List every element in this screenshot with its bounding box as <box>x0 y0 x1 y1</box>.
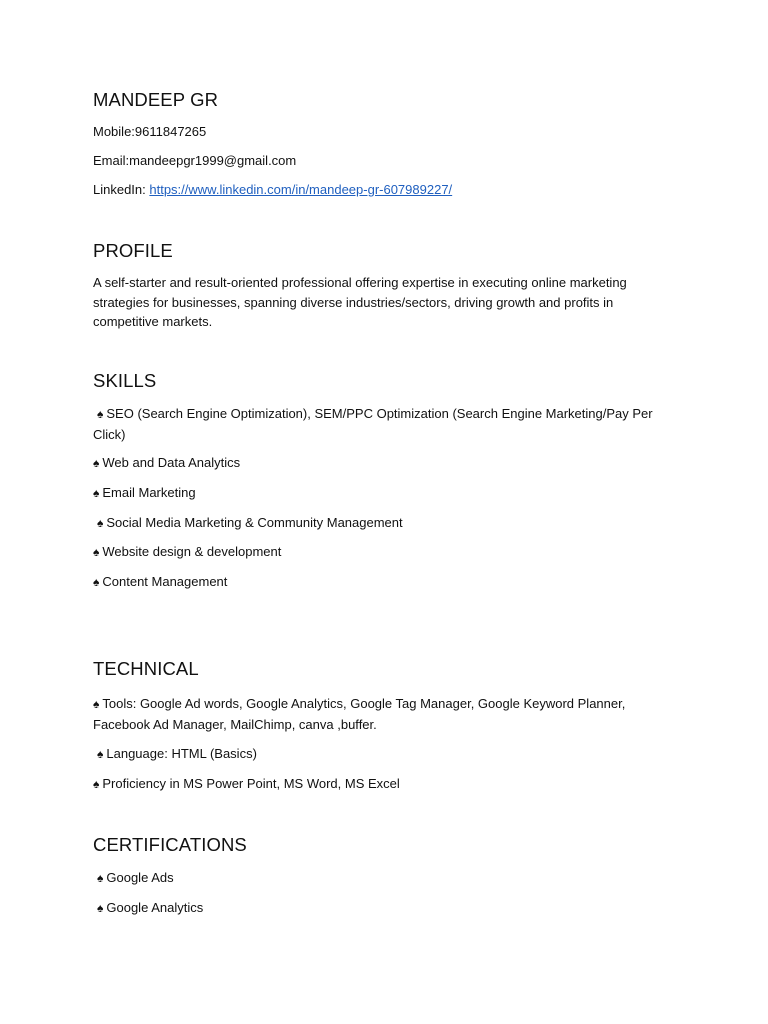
skills-heading: SKILLS <box>93 370 157 391</box>
certification-item-text: Google Analytics <box>106 900 204 915</box>
spade-bullet-icon: ♠ <box>93 575 100 589</box>
profile-text: A self-starter and result-oriented professional offering expertise in executing online marketing strategies for businesses, spanning diverse industries/sectors, driving growth and profits in competitive markets. <box>93 275 627 329</box>
candidate-name: MANDEEP GR <box>93 89 219 110</box>
spade-bullet-icon: ♠ <box>93 545 100 559</box>
email-line: Email:mandeepgr1999@gmail.com <box>93 153 297 168</box>
skill-item <box>93 572 227 593</box>
technical-item-text: Language: HTML (Basics) <box>106 746 257 761</box>
skill-item-text: Social Media Marketing & Community Management <box>106 515 403 530</box>
spade-bullet-icon: ♠ <box>97 747 104 761</box>
certification-item <box>93 898 203 919</box>
linkedin-label: LinkedIn: <box>93 182 150 197</box>
skill-item-text: SEO (Search Engine Optimization), SEM/PPC Optimization (Search Engine Marketing/Pay Per Click) <box>93 406 653 442</box>
spade-bullet-icon: ♠ <box>93 777 100 791</box>
technical-item <box>93 744 257 765</box>
technical-item-text: Proficiency in MS Power Point, MS Word, MS Excel <box>102 776 400 791</box>
linkedin-link[interactable]: https://www.linkedin.com/in/mandeep-gr-607989227/ <box>149 182 453 197</box>
mobile-line: Mobile:9611847265 <box>93 124 207 139</box>
spade-bullet-icon: ♠ <box>97 407 104 421</box>
skill-item <box>93 404 678 444</box>
spade-bullet-icon: ♠ <box>93 486 100 500</box>
skill-item-text: Website design & development <box>102 544 282 559</box>
technical-item <box>93 774 400 795</box>
certification-item-text: Google Ads <box>106 870 174 885</box>
skill-item <box>93 483 196 504</box>
skill-item-text: Web and Data Analytics <box>102 455 241 470</box>
skill-item <box>93 542 281 563</box>
skill-item <box>93 513 403 534</box>
technical-heading: TECHNICAL <box>93 658 199 679</box>
skill-item-text: Email Marketing <box>102 485 196 500</box>
certification-item <box>93 868 174 889</box>
linkedin-line <box>93 180 452 200</box>
spade-bullet-icon: ♠ <box>97 901 104 915</box>
profile-heading: PROFILE <box>93 240 173 261</box>
technical-item <box>93 694 678 734</box>
skill-item-text: Content Management <box>102 574 228 589</box>
spade-bullet-icon: ♠ <box>97 871 104 885</box>
spade-bullet-icon: ♠ <box>93 456 100 470</box>
technical-item-text: Tools: Google Ad words, Google Analytics, Google Tag Manager, Google Keyword Planner, Facebook Ad Manager, MailChimp, canva ,buffer. <box>93 696 626 732</box>
spade-bullet-icon: ♠ <box>93 697 100 711</box>
skill-item <box>93 453 240 474</box>
spade-bullet-icon: ♠ <box>97 516 104 530</box>
certifications-heading: CERTIFICATIONS <box>93 834 247 855</box>
